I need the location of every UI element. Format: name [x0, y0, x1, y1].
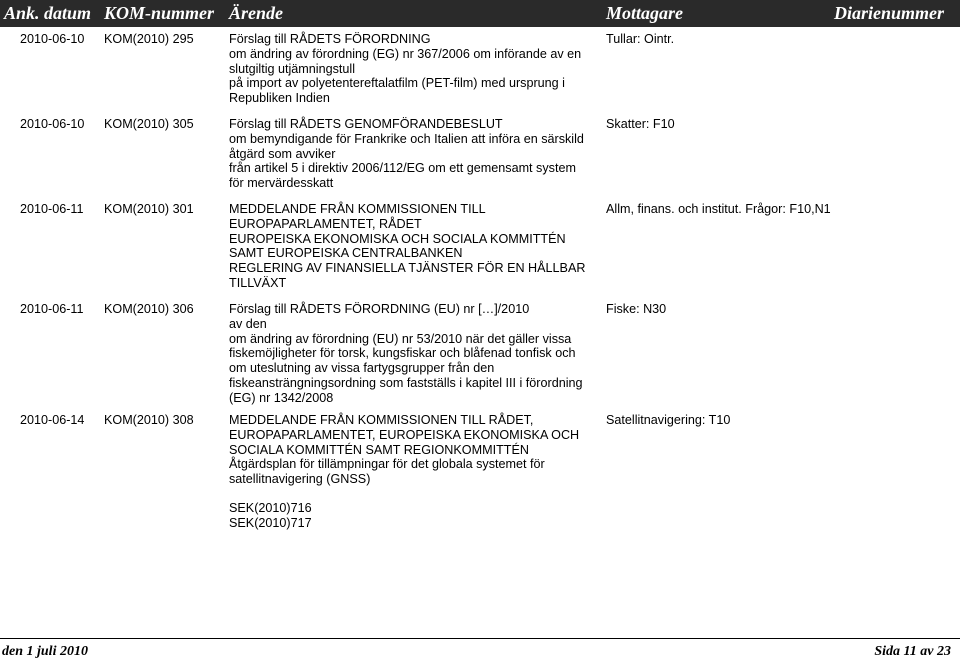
column-header-diarienummer: Diarienummer	[833, 3, 944, 23]
arende-line: om ändring av förordning (EG) nr 367/2006 om införande av en	[229, 46, 582, 61]
arende-line: för mervärdesskatt	[229, 176, 334, 191]
arende-line: från artikel 5 i direktiv 2006/112/EG om ett gemensamt system	[229, 161, 576, 176]
row-date: 2010-06-11	[20, 302, 84, 316]
table-header	[0, 0, 960, 27]
row-mottagare: Fiske: N30	[606, 302, 667, 316]
arende-line: MEDDELANDE FRÅN KOMMISSIONEN TILL RÅDET,	[229, 413, 534, 427]
row-arende	[229, 202, 599, 291]
arende-line: Republiken Indien	[229, 91, 330, 106]
footer-date: den 1 juli 2010	[2, 644, 88, 659]
column-header-arende: Ärende	[229, 3, 283, 23]
arende-line: Förslag till RÅDETS FÖRORDNING	[229, 32, 431, 46]
row-mottagare: Skatter: F10	[606, 117, 675, 131]
row-date: 2010-06-14	[20, 413, 85, 427]
arende-line: satellitnavigering (GNSS)	[229, 472, 371, 487]
arende-line: fiskeansträngningsordning som fastställs i kapitel III i förordning	[229, 375, 583, 390]
arende-line: EUROPAPARLAMENTET, RÅDET	[229, 216, 422, 231]
arende-line: på import av polyetentereftalatfilm (PET-film) med ursprung i	[229, 76, 565, 91]
row-date: 2010-06-11	[20, 202, 84, 216]
arende-line: REGLERING AV FINANSIELLA TJÄNSTER FÖR EN HÅLLBAR	[229, 261, 586, 276]
arende-line: TILLVÄXT	[229, 275, 287, 290]
row-kom-number: KOM(2010) 308	[104, 413, 194, 427]
arende-line: EUROPAPARLAMENTET, EUROPEISKA EKONOMISKA OCH	[229, 427, 580, 442]
sek-reference: SEK(2010)716	[229, 500, 312, 515]
row-kom-number: KOM(2010) 306	[104, 302, 194, 316]
page-footer	[0, 638, 960, 666]
row-mottagare: Tullar: Ointr.	[606, 32, 675, 46]
column-header-kom: KOM-nummer	[104, 3, 215, 23]
row-arende	[229, 117, 599, 191]
row-date: 2010-06-10	[20, 117, 85, 131]
arende-line: åtgärd som avviker	[229, 146, 336, 161]
row-mottagare: Allm, finans. och institut. Frågor: F10,N1	[606, 202, 831, 216]
arende-line: Åtgärdsplan för tillämpningar för det globala systemet för	[229, 457, 545, 472]
row-arende	[229, 32, 599, 106]
arende-line: MEDDELANDE FRÅN KOMMISSIONEN TILL	[229, 202, 486, 216]
arende-line: (EG) nr 1342/2008	[229, 390, 334, 405]
footer-page-number: Sida 11 av 23	[874, 644, 951, 659]
arende-line: EUROPEISKA EKONOMISKA OCH SOCIALA KOMMITTÉN	[229, 231, 566, 246]
row-kom-number: KOM(2010) 301	[104, 202, 194, 216]
arende-line: om ändring av förordning (EU) nr 53/2010 när det gäller vissa	[229, 331, 572, 346]
column-header-date: Ank. datum	[4, 3, 92, 23]
sek-reference: SEK(2010)717	[229, 515, 312, 530]
row-kom-number: KOM(2010) 295	[104, 32, 194, 46]
arende-line: SOCIALA KOMMITTÉN SAMT REGIONKOMMITTÉN	[229, 442, 529, 457]
column-header-mottagare: Mottagare	[606, 3, 684, 23]
arende-line: Förslag till RÅDETS GENOMFÖRANDEBESLUT	[229, 117, 503, 131]
arende-line: fiskemöjligheter för torsk, kungsfiskar och blåfenad tonfisk och	[229, 346, 576, 361]
row-mottagare: Satellitnavigering: T10	[606, 413, 731, 427]
row-arende	[229, 302, 599, 406]
arende-line: om uteslutning av vissa fartygsgrupper från den	[229, 361, 495, 376]
arende-line: av den	[229, 316, 267, 331]
row-arende	[229, 413, 599, 531]
arende-line: SAMT EUROPEISKA CENTRALBANKEN	[229, 246, 463, 261]
row-kom-number: KOM(2010) 305	[104, 117, 194, 131]
sek-references	[229, 501, 599, 531]
arende-line: slutgiltig utjämningstull	[229, 61, 355, 76]
arende-line: om bemyndigande för Frankrike och Italien att införa en särskild	[229, 131, 584, 146]
arende-line: Förslag till RÅDETS FÖRORDNING (EU) nr […]/2010	[229, 302, 530, 316]
row-date: 2010-06-10	[20, 32, 85, 46]
